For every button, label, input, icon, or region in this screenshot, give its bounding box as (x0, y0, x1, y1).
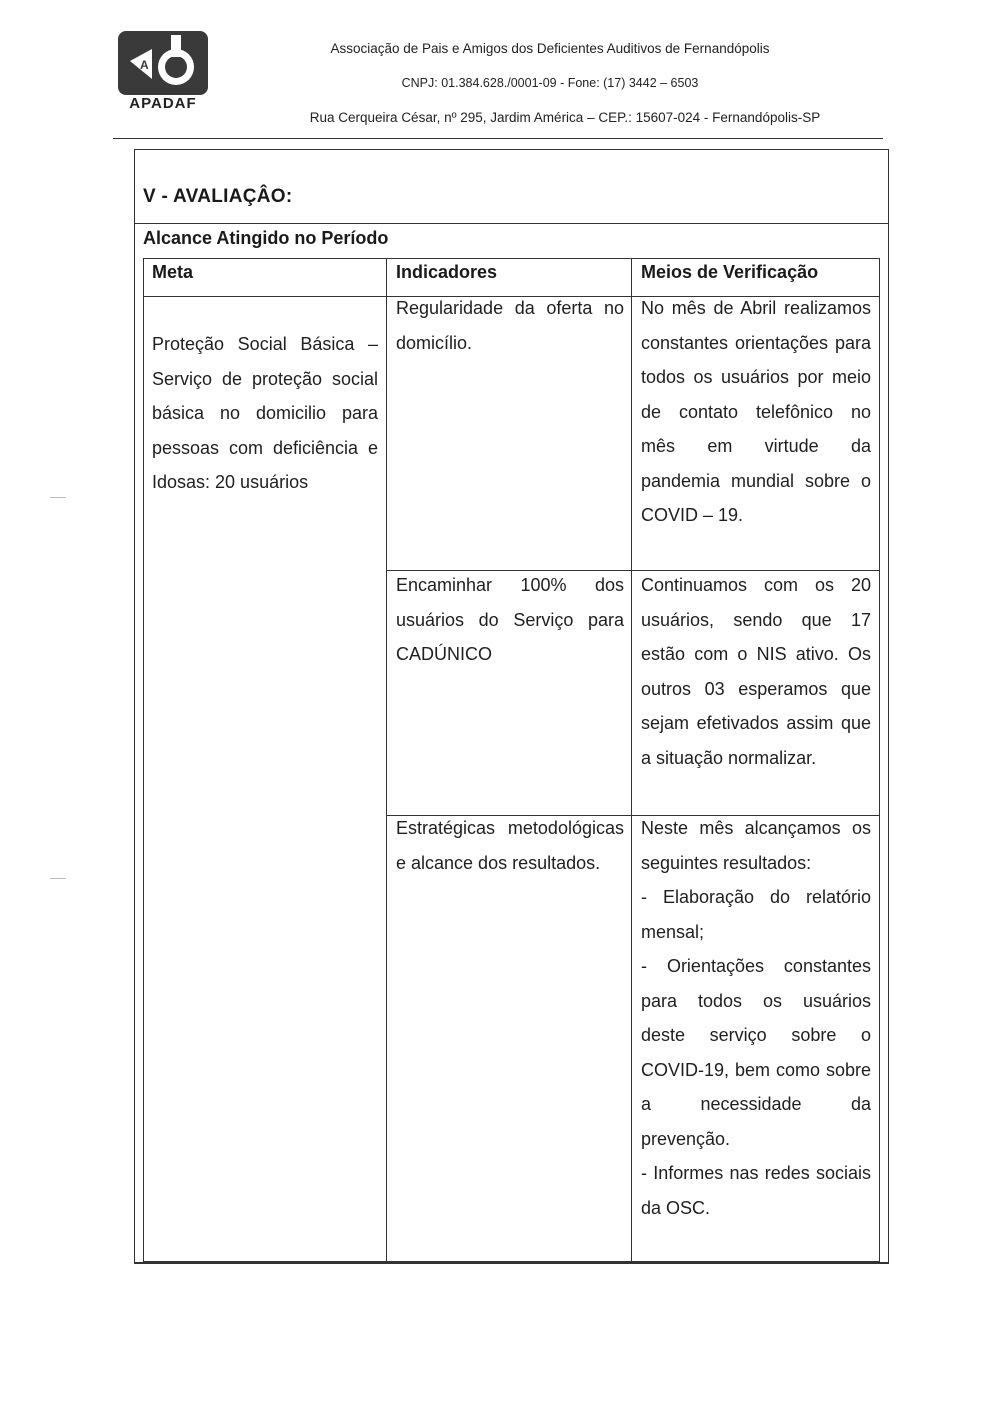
section-subtitle: Alcance Atingido no Período (143, 228, 389, 248)
verification-paragraph: - Orientações constantes para todos os usuários deste serviço sobre o COVID-19, bem como sobre a necessidade da prevenção. (641, 956, 871, 1149)
column-header-indicadores: Indicadores (396, 262, 498, 282)
verification-cell (641, 811, 871, 1225)
column-header-meta: Meta (152, 262, 194, 282)
verification-cell (641, 568, 871, 775)
verification-paragraph: Neste mês alcançamos os seguintes resultados: (641, 818, 871, 873)
address: Rua Cerqueira César, nº 295, Jardim América – CEP.: 15607-024 - Fernandópolis-SP (309, 110, 821, 125)
verification-paragraph: - Elaboração do relatório mensal; (641, 887, 871, 942)
margin-mark (50, 497, 66, 498)
indicator-cell: Estratégicas metodológicas e alcance dos resultados. (396, 818, 624, 873)
verification-paragraph: No mês de Abril realizamos constantes orientações para todos os usuários por meio de contato telefônico no mês em virtude da pandemia mundial sobre o COVID – 19. (641, 298, 871, 525)
apadaf-logo (116, 31, 210, 113)
svg-text:A: A (140, 58, 149, 72)
section-title: V - AVALIAÇÂO: (143, 186, 293, 207)
cnpj-phone: CNPJ: 01.384.628./0001-09 - Fone: (17) 3442 – 6503 (401, 76, 699, 90)
header-divider (113, 138, 883, 139)
column-header-meios: Meios de Verificação (641, 262, 819, 282)
indicator-cell: Regularidade da oferta no domicílio. (396, 298, 624, 353)
verification-paragraph: Continuamos com os 20 usuários, sendo que 17 estão com o NIS ativo. Os outros 03 esperamos que sejam efetivados assim que a situação normalizar. (641, 575, 871, 768)
organization-name: Associação de Pais e Amigos dos Deficientes Auditivos de Fernandópolis (330, 41, 770, 56)
meta-cell: Proteção Social Básica – Serviço de proteção social básica no domicilio para pessoas com deficiência e Idosas: 20 usuários (152, 334, 378, 492)
section-divider (134, 223, 889, 224)
indicator-cell: Encaminhar 100% dos usuários do Serviço para CADÚNICO (396, 575, 624, 664)
margin-mark (50, 878, 66, 879)
verification-cell (641, 291, 871, 533)
column-divider (631, 258, 632, 1262)
verification-paragraph: - Informes nas redes sociais da OSC. (641, 1163, 871, 1218)
column-divider (386, 258, 387, 1262)
logo-text: APADAF (129, 95, 197, 112)
ear-logo-icon (118, 31, 208, 95)
